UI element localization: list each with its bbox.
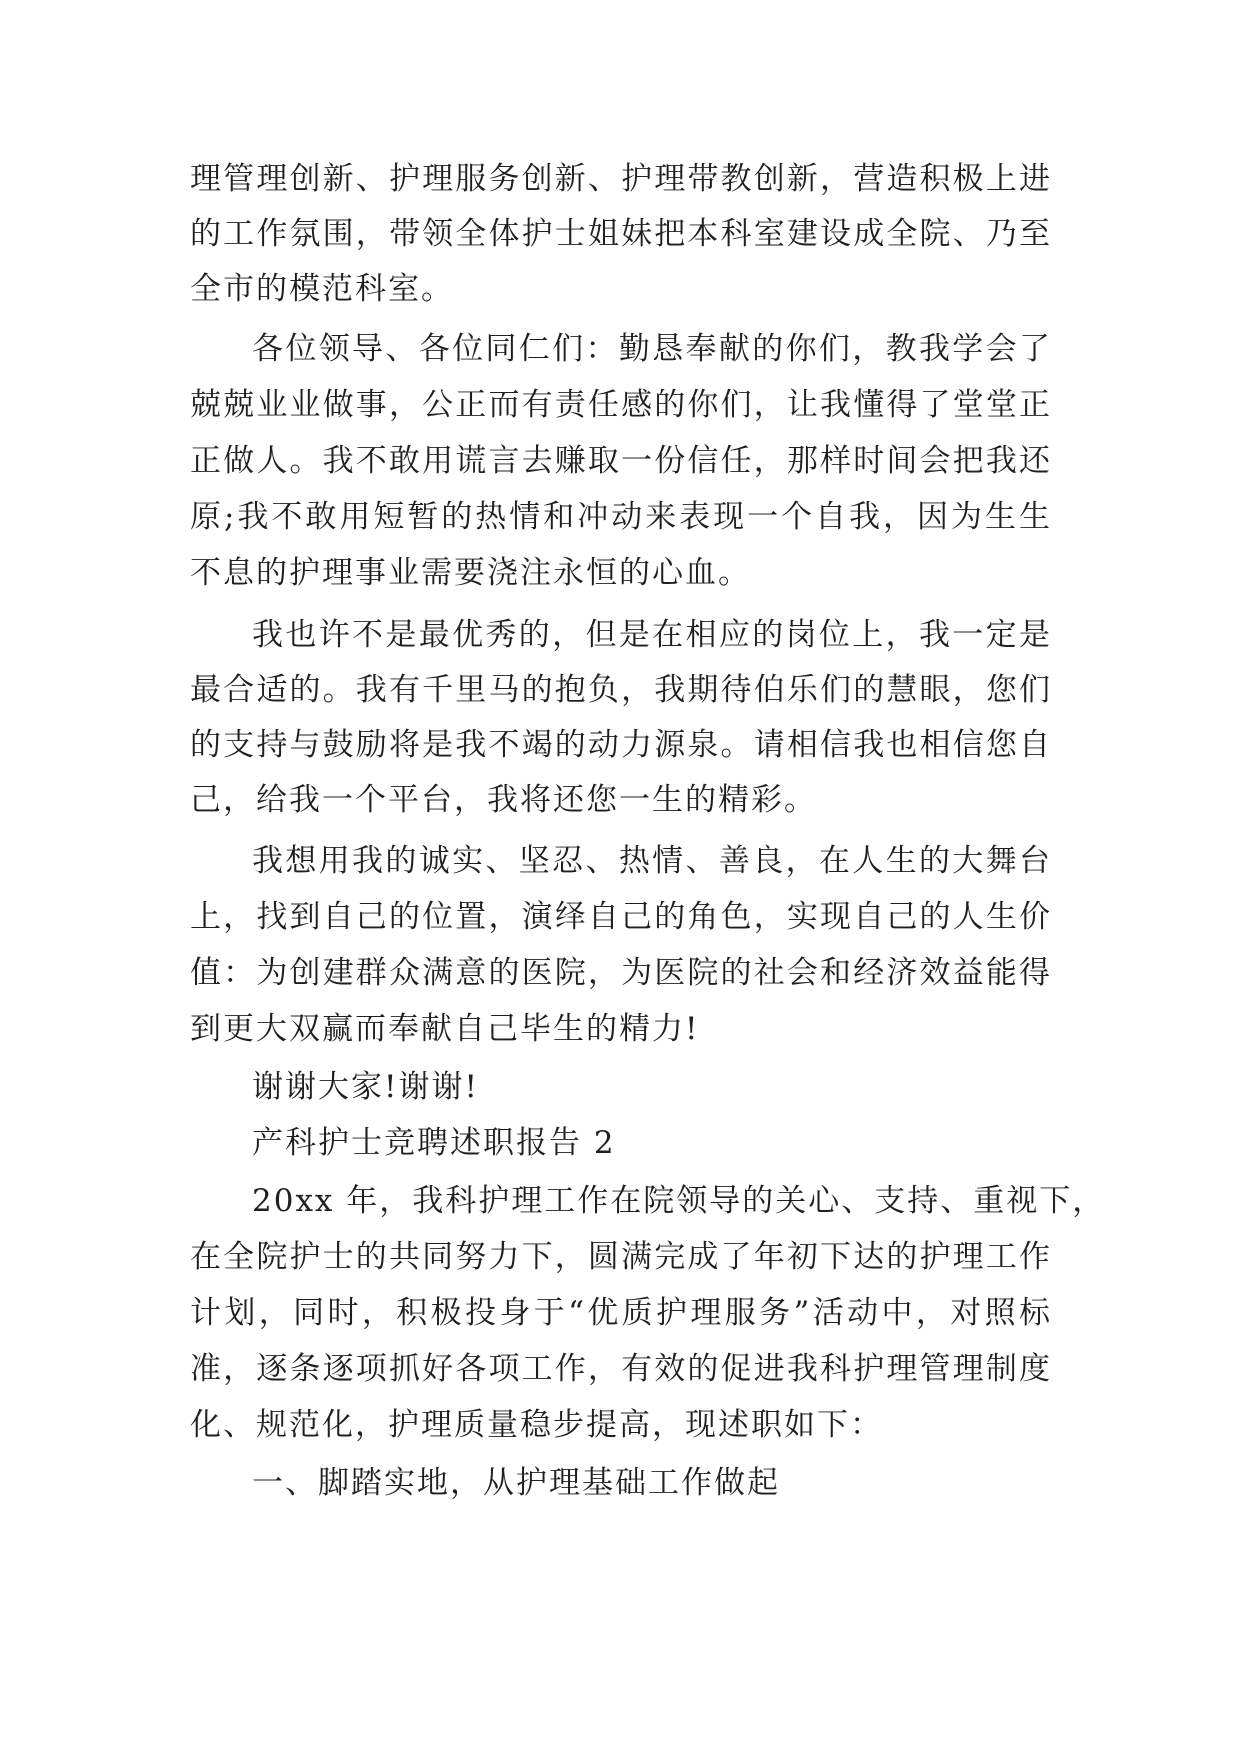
text-line: 谢谢大家!谢谢! [252,1069,479,1105]
text-line: 各位领导、各位同仁们：勤恳奉献的你们，教我学会了 [252,331,1052,367]
text-line: 计划，同时，积极投身于“优质护理服务”活动中，对照标 [190,1295,1052,1331]
section-heading: 产科护士竞聘述职报告 2 [252,1125,616,1161]
text-line: 的支持与鼓励将是我不竭的动力源泉。请相信我也相信您自 [190,727,1052,763]
text-line: 原;我不敢用短暂的热情和冲动来表现一个自我，因为生生 [190,499,1052,535]
text-line: 不息的护理事业需要浇注永恒的心血。 [190,555,751,591]
text-line: 己，给我一个平台，我将还您一生的精彩。 [190,782,817,818]
subsection-heading: 一、脚踏实地，从护理基础工作做起 [252,1465,780,1501]
text-line: 的工作氛围，带领全体护士姐妹把本科室建设成全院、乃至 [190,216,1052,252]
text-line: 最合适的。我有千里马的抱负，我期待伯乐们的慧眼，您们 [190,672,1052,708]
text-line: 20xx 年，我科护理工作在院领导的关心、支持、重视下， [252,1183,1106,1219]
text-line: 我也许不是最优秀的，但是在相应的岗位上，我一定是 [252,617,1052,653]
text-line: 准，逐条逐项抓好各项工作，有效的促进我科护理管理制度 [190,1351,1052,1387]
text-line: 在全院护士的共同努力下，圆满完成了年初下达的护理工作 [190,1239,1052,1275]
text-line: 全市的模范科室。 [190,271,454,307]
text-line: 上，找到自己的位置，演绎自己的角色，实现自己的人生价 [190,899,1052,935]
text-line: 兢兢业业做事，公正而有责任感的你们，让我懂得了堂堂正 [190,387,1052,423]
text-line: 值：为创建群众满意的医院，为医院的社会和经济效益能得 [190,955,1052,991]
text-line: 我想用我的诚实、坚忍、热情、善良，在人生的大舞台 [252,843,1052,879]
text-line: 理管理创新、护理服务创新、护理带教创新，营造积极上进 [190,161,1052,197]
text-line: 化、规范化，护理质量稳步提高，现述职如下： [190,1407,883,1443]
text-line: 正做人。我不敢用谎言去赚取一份信任，那样时间会把我还 [190,443,1052,479]
text-line: 到更大双赢而奉献自己毕生的精力! [190,1011,700,1047]
